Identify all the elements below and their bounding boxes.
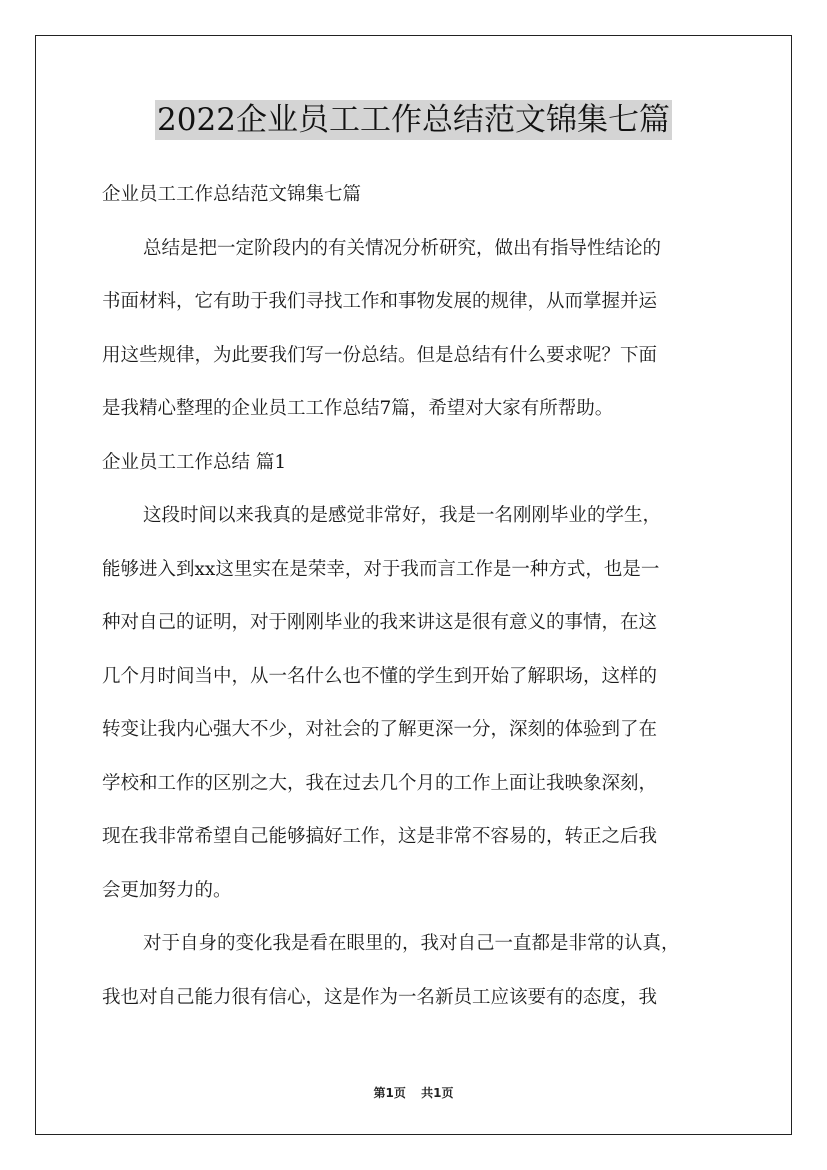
text-line: 对于自身的变化我是看在眼里的，我对自己一直都是非常的认真， (143, 933, 680, 954)
title-container (0, 100, 827, 140)
text-line: 是我精心整理的企业员工工作总结7篇，希望对大家有所帮助。 (102, 398, 614, 419)
text-line: 企业员工工作总结范文锦集七篇 (102, 184, 362, 205)
text-line: 学校和工作的区别之大，我在过去几个月的工作上面让我映象深刻， (102, 772, 658, 794)
text-line: 企业员工工作总结 篇1 (102, 451, 287, 473)
text-line: 转变让我内心强大不少，对社会的了解更深一分，深刻的体验到了在 (102, 719, 658, 740)
text-line: 这段时间以来我真的是感觉非常好，我是一名刚刚毕业的学生， (143, 505, 662, 526)
page-footer (0, 1084, 827, 1101)
text-line: 几个月时间当中，从一名什么也不懂的学生到开始了解职场，这样的 (102, 665, 658, 687)
text-line: 种对自己的证明，对于刚刚毕业的我来讲这是很有意义的事情，在这 (102, 612, 658, 633)
text-line: 我也对自己能力很有信心，这是作为一名新员工应该要有的态度，我 (102, 986, 658, 1008)
page-number: 第1页 (373, 1086, 406, 1100)
text-line: 用这些规律，为此要我们写一份总结。但是总结有什么要求呢？下面 (102, 344, 658, 366)
text-line: 书面材料，它有助于我们寻找工作和事物发展的规律，从而掌握并运 (102, 291, 658, 312)
text-line: 能够进入到xx这里实在是荣幸，对于我而言工作是一种方式，也是一 (102, 558, 660, 580)
text-line: 会更加努力的。 (102, 879, 232, 901)
document-body (102, 168, 728, 1024)
text-line: 总结是把一定阶段内的有关情况分析研究，做出有指导性结论的 (143, 237, 662, 259)
document-title: 2022企业员工工作总结范文锦集七篇 (157, 102, 670, 138)
page-total: 共1页 (421, 1086, 454, 1100)
text-line: 现在我非常希望自己能够搞好工作，这是非常不容易的，转正之后我 (102, 826, 658, 847)
